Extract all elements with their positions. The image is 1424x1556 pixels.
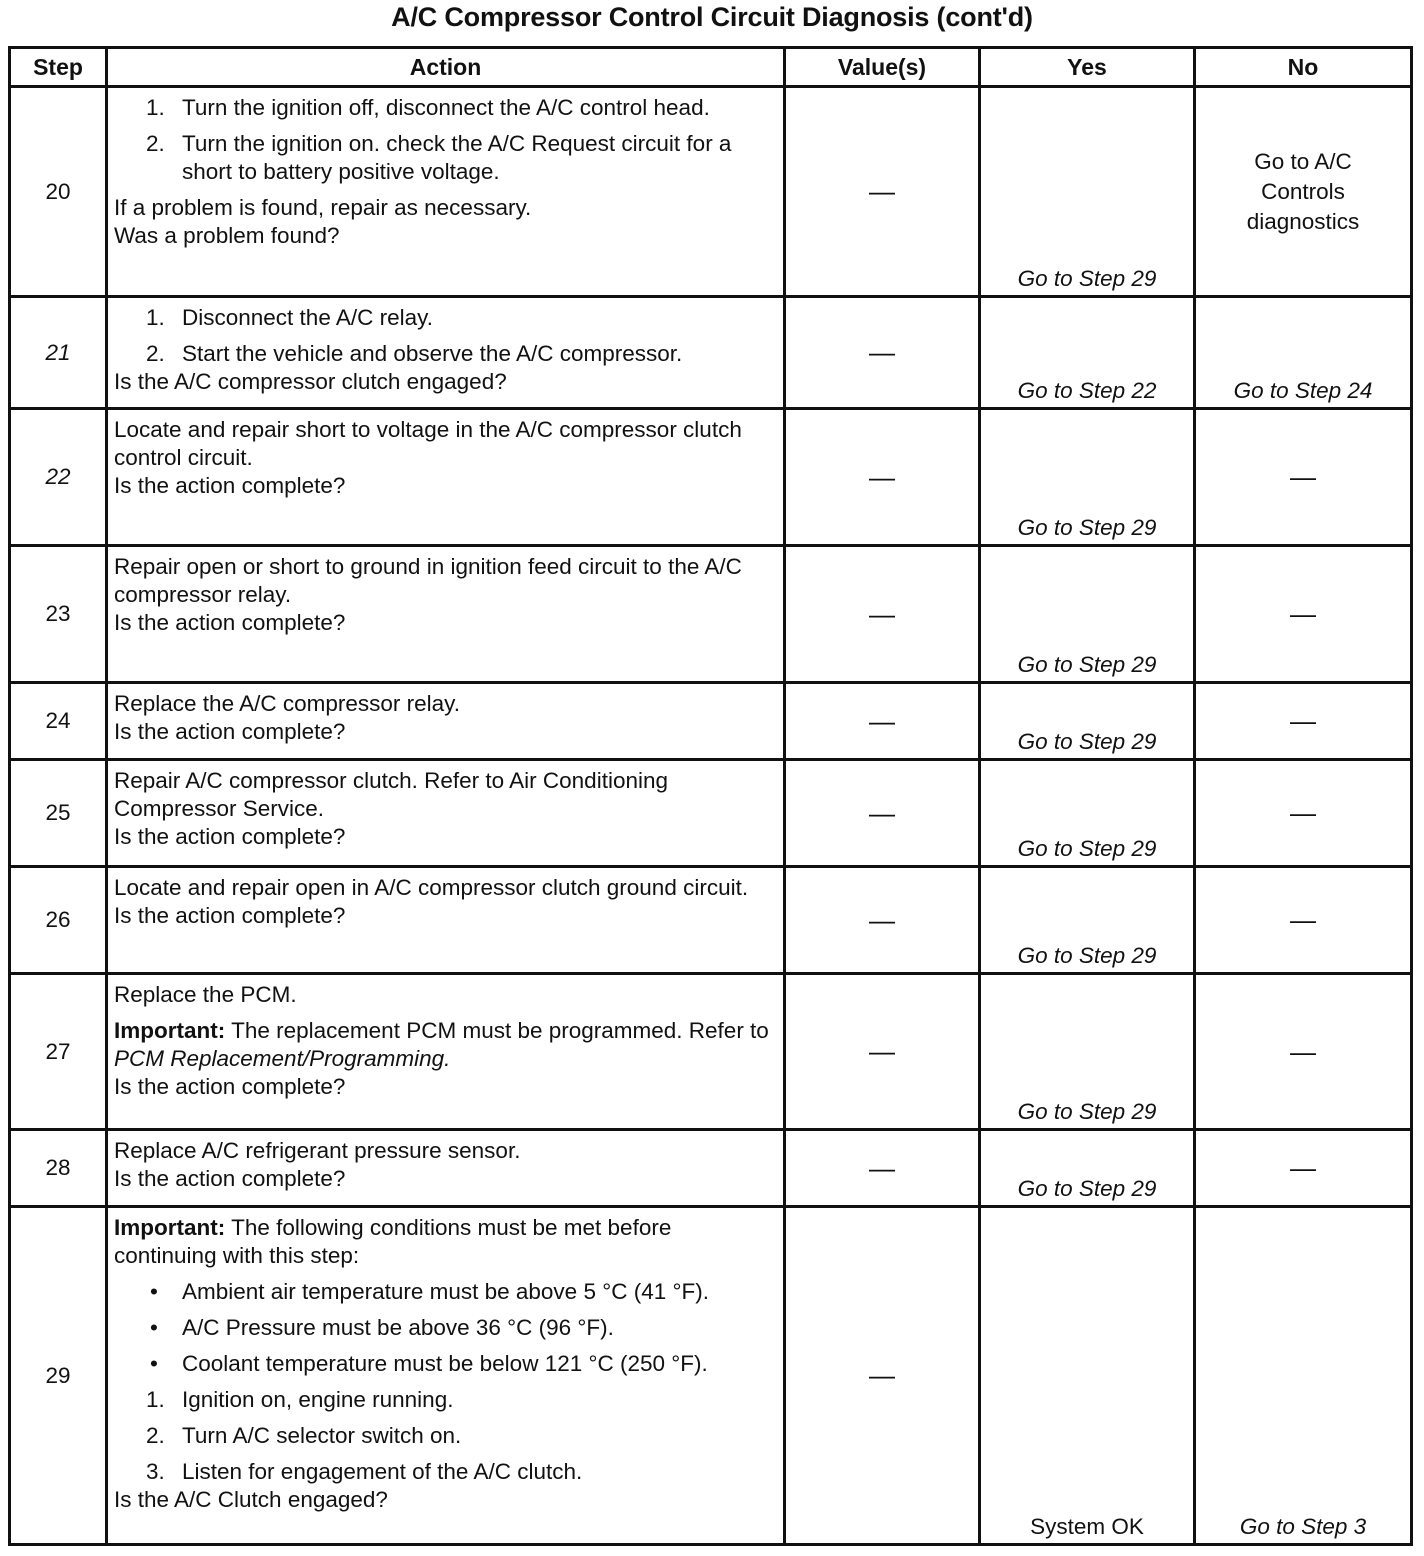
yes-link: Go to Step 29: [1017, 266, 1157, 291]
bullet-text: Ambient air temperature must be above 5 °C (41 °F).: [182, 1279, 709, 1304]
action-text: Repair open or short to ground in ignition feed circuit to the A/C compressor relay.: [114, 554, 742, 607]
action-cell: [107, 1130, 785, 1207]
action-cell: [107, 974, 785, 1130]
action-text: Replace the A/C compressor relay.: [114, 691, 460, 716]
item-text: Ignition on, engine running.: [182, 1387, 454, 1412]
no-cell: [1195, 760, 1412, 867]
action-question: Is the action complete?: [114, 1074, 346, 1099]
yes-link: Go to Step 29: [1017, 1099, 1157, 1124]
value-cell: —: [785, 409, 980, 546]
action-note: If a problem is found, repair as necessary.: [114, 195, 532, 220]
value-cell: —: [785, 87, 980, 297]
important-label: Important:: [114, 1018, 226, 1043]
action-text: Replace the PCM.: [114, 982, 297, 1007]
action-question: Is the action complete?: [114, 719, 346, 744]
item-text: Start the vehicle and observe the A/C compressor.: [182, 341, 683, 366]
item-number: 2.: [146, 341, 165, 366]
action-question: Is the action complete?: [114, 824, 346, 849]
action-cell: [107, 297, 785, 409]
header-yes: Yes: [980, 48, 1195, 87]
action-cell: [107, 683, 785, 760]
action-question: Is the A/C compressor clutch engaged?: [114, 369, 507, 394]
no-cell: [1195, 1207, 1412, 1545]
action-cell: [107, 87, 785, 297]
important-text: The replacement PCM must be programmed. Refer to: [231, 1018, 769, 1043]
important-note: [114, 1214, 779, 1270]
table-row: [10, 974, 1412, 1130]
bullet-mark: •: [150, 1351, 158, 1376]
step-number: 27: [10, 974, 107, 1130]
yes-text: System OK: [1030, 1514, 1144, 1539]
item-text: Turn the ignition off, disconnect the A/C control head.: [182, 95, 710, 120]
action-text: Repair A/C compressor clutch. Refer to Air Conditioning Compressor Service.: [114, 768, 668, 821]
no-cell: [1195, 867, 1412, 974]
value-cell: —: [785, 1207, 980, 1545]
action-cell: [107, 409, 785, 546]
no-text: —: [1290, 705, 1316, 736]
bullet-text: A/C Pressure must be above 36 °C (96 °F).: [182, 1315, 614, 1340]
header-step: Step: [10, 48, 107, 87]
table-row: [10, 867, 1412, 974]
step-number: 20: [10, 87, 107, 297]
step-number: 25: [10, 760, 107, 867]
item-number: 1.: [146, 305, 165, 330]
important-reference: PCM Replacement/Programming.: [114, 1046, 451, 1071]
yes-cell: [980, 760, 1195, 867]
table-row: [10, 1207, 1412, 1545]
table-row: [10, 87, 1412, 297]
item-number: 2.: [146, 1423, 165, 1448]
yes-link: Go to Step 29: [1017, 652, 1157, 677]
action-cell: [107, 867, 785, 974]
no-cell: [1195, 546, 1412, 683]
important-text: The following conditions must be met before continuing with this step:: [114, 1215, 672, 1268]
action-question: Was a problem found?: [114, 223, 340, 248]
item-number: 3.: [146, 1459, 165, 1484]
value-cell: —: [785, 867, 980, 974]
value-cell: —: [785, 1130, 980, 1207]
action-question: Is the action complete?: [114, 903, 346, 928]
action-question: Is the action complete?: [114, 473, 346, 498]
no-text: —: [1290, 461, 1316, 492]
action-cell: [107, 760, 785, 867]
table-row: [10, 409, 1412, 546]
bullet-mark: •: [150, 1279, 158, 1304]
step-number: 29: [10, 1207, 107, 1545]
important-note: [114, 1017, 779, 1073]
action-question: Is the action complete?: [114, 1166, 346, 1191]
item-number: 1.: [146, 1387, 165, 1412]
header-row: [10, 48, 1412, 87]
item-text: Turn the ignition on. check the A/C Request circuit for a short to battery positive voltage.: [182, 131, 732, 184]
no-cell: [1195, 974, 1412, 1130]
no-link: Go to Step 3: [1239, 1514, 1367, 1539]
no-cell: [1195, 1130, 1412, 1207]
table-row: [10, 1130, 1412, 1207]
yes-cell: [980, 1130, 1195, 1207]
yes-cell: [980, 409, 1195, 546]
step-number: 22: [10, 409, 107, 546]
item-text: Turn A/C selector switch on.: [182, 1423, 462, 1448]
yes-link: Go to Step 29: [1017, 1176, 1157, 1201]
step-number: 21: [10, 297, 107, 409]
no-text: —: [1290, 1036, 1316, 1066]
yes-link: Go to Step 22: [1017, 378, 1157, 403]
value-cell: —: [785, 683, 980, 760]
table-row: [10, 683, 1412, 760]
no-cell: [1195, 87, 1412, 297]
value-cell: —: [785, 760, 980, 867]
no-text: —: [1290, 1152, 1316, 1183]
value-cell: —: [785, 974, 980, 1130]
no-text: —: [1290, 904, 1316, 935]
no-cell: [1195, 409, 1412, 546]
diagnosis-table: [8, 46, 1413, 1546]
header-action: Action: [107, 48, 785, 87]
step-number: 23: [10, 546, 107, 683]
no-text: Go to A/C Controls diagnostics: [1246, 148, 1360, 234]
value-cell: —: [785, 546, 980, 683]
action-text: Replace A/C refrigerant pressure sensor.: [114, 1138, 521, 1163]
yes-link: Go to Step 29: [1017, 836, 1157, 861]
no-cell: [1195, 297, 1412, 409]
important-label: Important:: [114, 1215, 226, 1240]
header-values: Value(s): [785, 48, 980, 87]
action-cell: [107, 546, 785, 683]
bullet-mark: •: [150, 1315, 158, 1340]
yes-cell: [980, 974, 1195, 1130]
step-number: 24: [10, 683, 107, 760]
action-cell: [107, 1207, 785, 1545]
action-question: Is the action complete?: [114, 610, 346, 635]
header-no: No: [1195, 48, 1412, 87]
no-link: Go to Step 24: [1233, 378, 1373, 403]
table-row: [10, 297, 1412, 409]
yes-cell: [980, 1207, 1195, 1545]
bullet-text: Coolant temperature must be below 121 °C (250 °F).: [182, 1351, 708, 1376]
yes-cell: [980, 297, 1195, 409]
item-number: 1.: [146, 95, 165, 120]
value-cell: —: [785, 297, 980, 409]
page-title: A/C Compressor Control Circuit Diagnosis (cont'd): [391, 2, 1033, 32]
no-text: —: [1290, 797, 1316, 828]
yes-link: Go to Step 29: [1017, 515, 1157, 540]
yes-cell: [980, 546, 1195, 683]
step-number: 26: [10, 867, 107, 974]
yes-cell: [980, 87, 1195, 297]
yes-cell: [980, 683, 1195, 760]
table-row: [10, 546, 1412, 683]
table-row: [10, 760, 1412, 867]
action-text: Locate and repair open in A/C compressor clutch ground circuit.: [114, 875, 749, 900]
yes-link: Go to Step 29: [1017, 729, 1157, 754]
item-number: 2.: [146, 131, 165, 156]
no-text: —: [1290, 598, 1316, 629]
no-cell: [1195, 683, 1412, 760]
item-text: Disconnect the A/C relay.: [182, 305, 433, 330]
action-text: Locate and repair short to voltage in the A/C compressor clutch control circuit.: [114, 417, 742, 470]
yes-cell: [980, 867, 1195, 974]
yes-link: Go to Step 29: [1017, 943, 1157, 968]
item-text: Listen for engagement of the A/C clutch.: [182, 1459, 583, 1484]
action-question: Is the A/C Clutch engaged?: [114, 1487, 388, 1512]
step-number: 28: [10, 1130, 107, 1207]
